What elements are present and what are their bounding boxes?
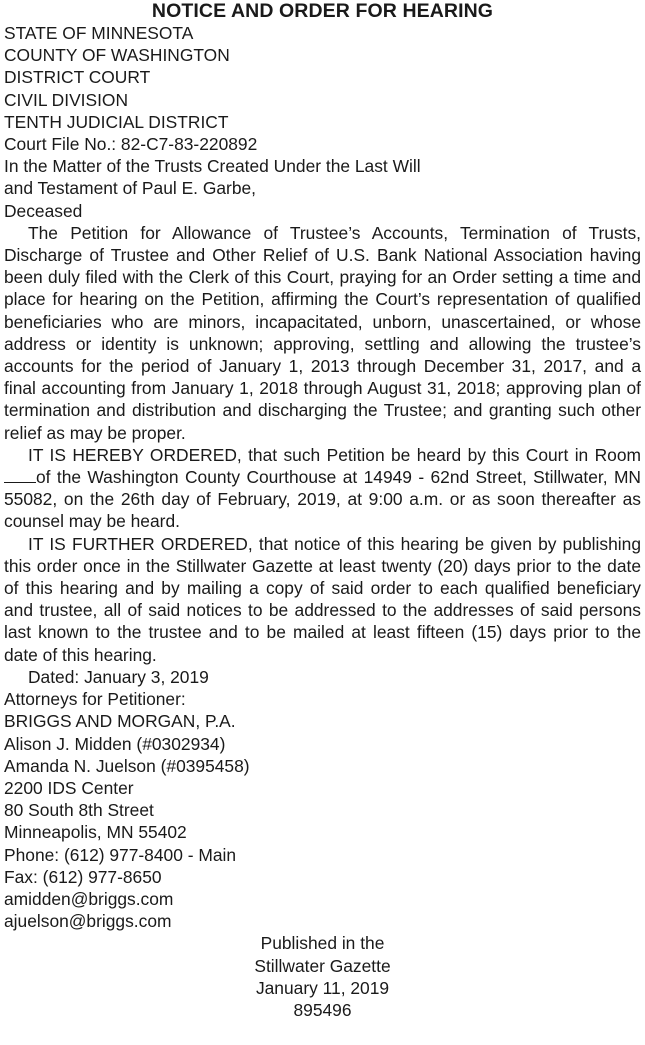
room-blank [4, 468, 36, 483]
address-city: Minneapolis, MN 55402 [4, 822, 187, 843]
caption-district: TENTH JUDICIAL DISTRICT [4, 111, 229, 132]
ordered-text-end: of the Washington County Courthouse at 14949 - 62nd Street, Stillwater, MN 55082, on the 26th day of February, 2019, at 9:00 a.m. or as soon thereafter as counsel may be heard. [4, 467, 641, 532]
petition-paragraph: The Petition for Allowance of Trustee’s Accounts, Termination of Trusts, Discharge of Trustee and Other Relief of U.S. Bank National Association having been duly filed with the Clerk of this Court, praying for an Order setting a time and place for hearing on the Petition, affirming the Court’s representation of qualified beneficiaries who are minors, incapacitated, unborn, unascertained, or whose address or identity is unknown; approving, settling and allowing the trustee’s accounts for the period of January 1, 2013 through December 31, 2017, and a final accounting from January 1, 2018 through August 31, 2018; approving plan of termination and distribution and discharging the Trustee; and granting such other relief as may be proper. [4, 222, 641, 443]
attorney-block [4, 688, 641, 932]
law-firm: BRIGGS AND MORGAN, P.A. [4, 711, 236, 732]
publication-number: 895496 [293, 999, 352, 1020]
matter-line-3: Deceased [4, 200, 83, 221]
attorney-1: Alison J. Midden (#0302934) [4, 733, 226, 754]
newspaper-name: Stillwater Gazette [254, 955, 391, 976]
legal-notice [4, 0, 641, 1021]
email-2: ajuelson@briggs.com [4, 911, 172, 932]
fax: Fax: (612) 977-8650 [4, 866, 162, 887]
publication-info [4, 932, 641, 1021]
matter-line-1: In the Matter of the Trusts Created Under the Last Will [4, 156, 421, 177]
notice-title: NOTICE AND ORDER FOR HEARING [151, 0, 494, 22]
caption-court: DISTRICT COURT [4, 67, 151, 88]
address-line-2: 80 South 8th Street [4, 800, 154, 821]
attorneys-heading: Attorneys for Petitioner: [4, 689, 186, 710]
caption-state: STATE OF MINNESOTA [4, 23, 194, 43]
email-1: amidden@briggs.com [4, 888, 174, 909]
published-in: Published in the [260, 933, 385, 954]
publication-date: January 11, 2019 [255, 977, 390, 998]
hereby-ordered-paragraph [4, 444, 641, 533]
court-file-number: Court File No.: 82-C7-83-220892 [4, 134, 258, 155]
address-line-1: 2200 IDS Center [4, 777, 134, 798]
caption-division: CIVIL DIVISION [4, 89, 129, 110]
phone: Phone: (612) 977-8400 - Main [4, 844, 237, 865]
dated-line: Dated: January 3, 2019 [28, 666, 209, 687]
matter-line-2: and Testament of Paul E. Garbe, [4, 178, 256, 199]
case-caption [4, 22, 641, 222]
attorney-2: Amanda N. Juelson (#0395458) [4, 755, 250, 776]
further-ordered-paragraph: IT IS FURTHER ORDERED, that notice of this hearing be given by publishing this order once in the Stillwater Gazette at least twenty (20) days prior to the date of this hearing and by mailing a copy of said order to each qualified beneficiary and trustee, all of said notices to be addressed to the addresses of said persons last known to the trustee and to be mailed at least fifteen (15) days prior to the date of this hearing. [4, 533, 641, 665]
caption-county: COUNTY OF WASHINGTON [4, 45, 230, 66]
ordered-text-start: IT IS HEREBY ORDERED, that such Petition be heard by this Court in Room [28, 444, 641, 465]
